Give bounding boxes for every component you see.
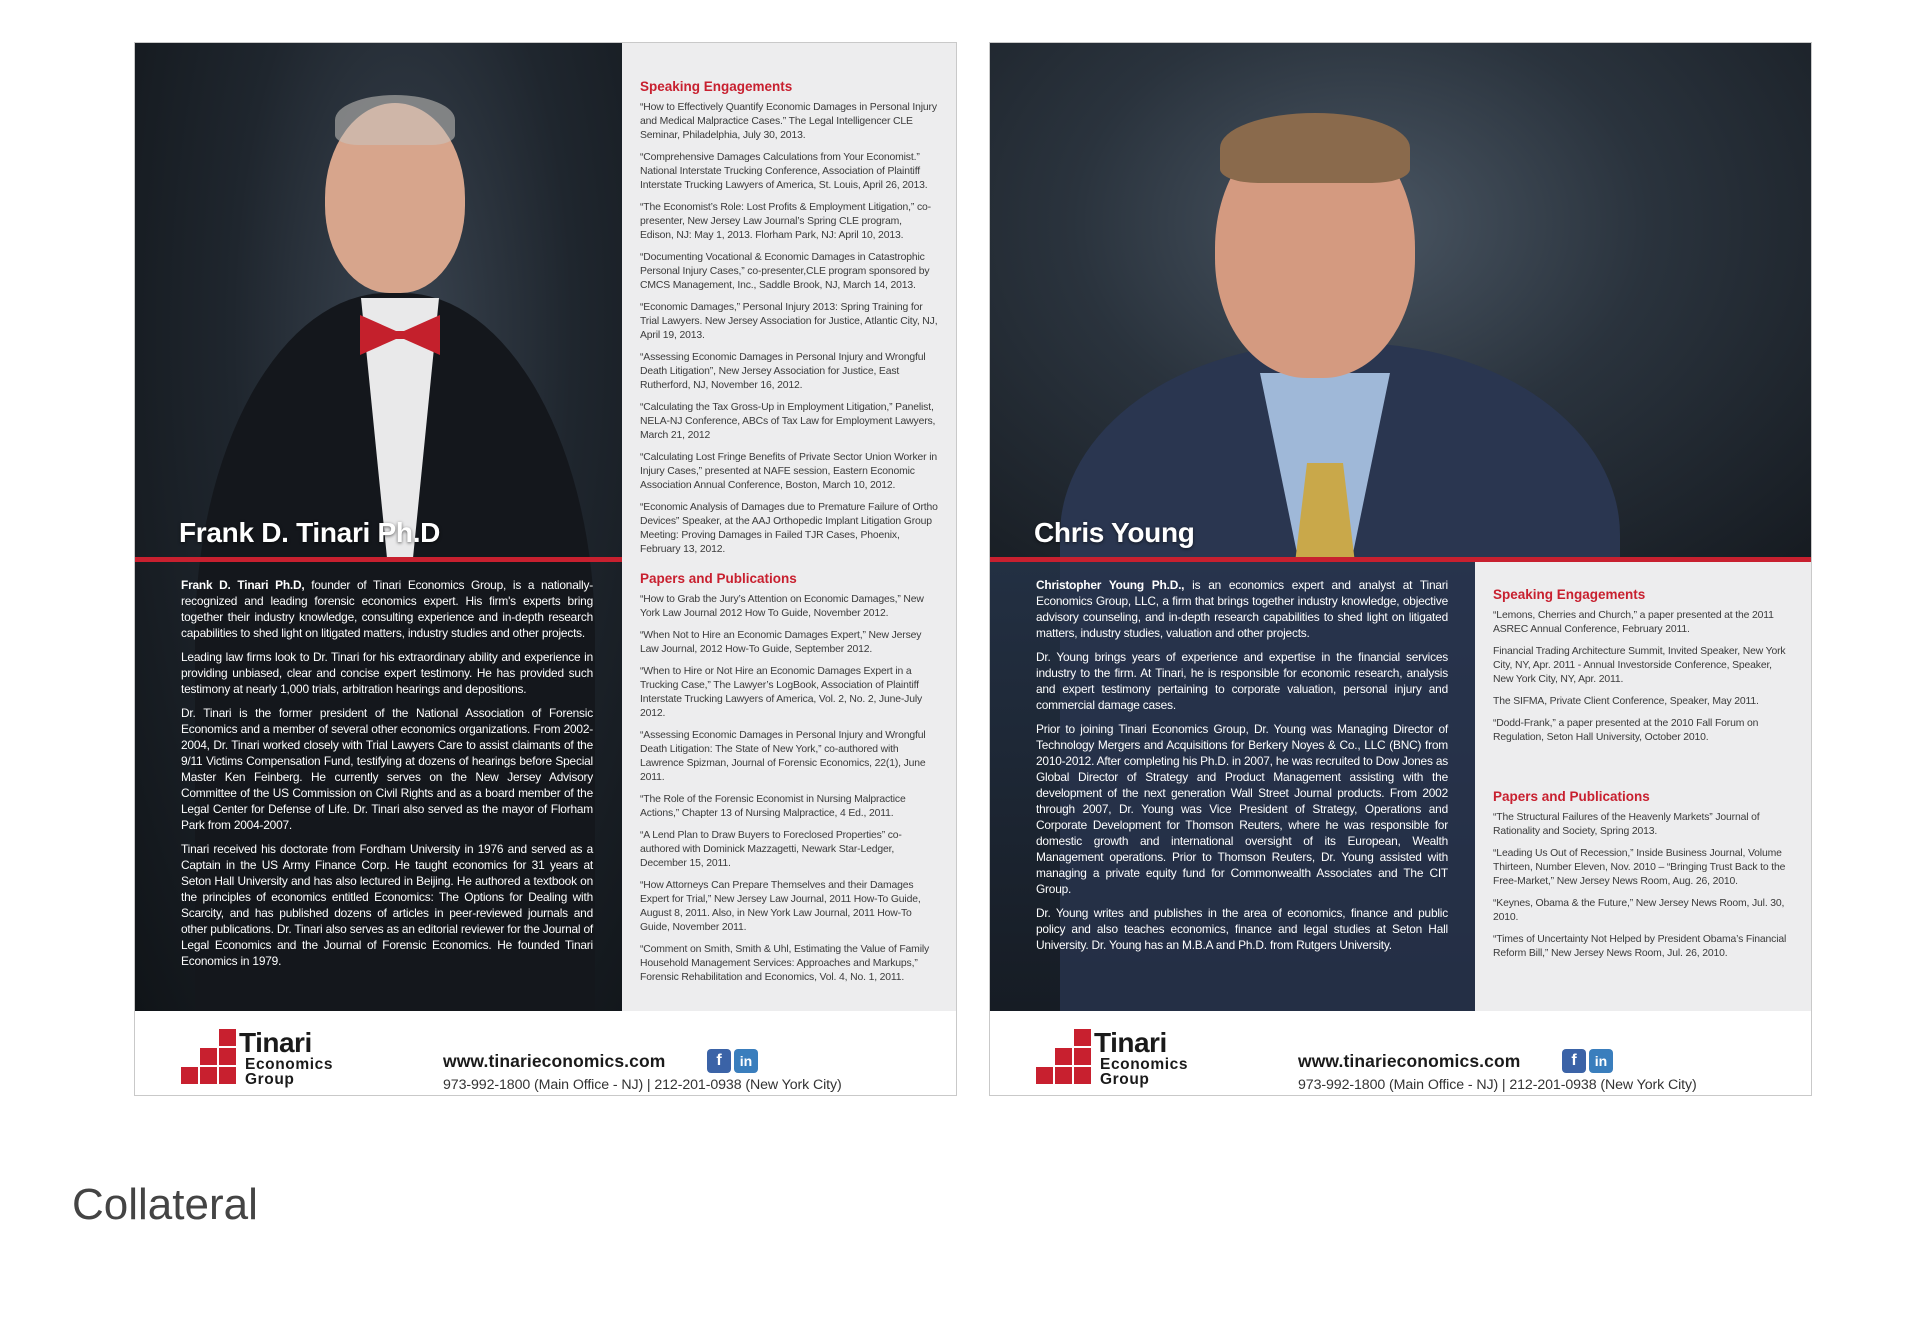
bio-paragraph: Dr. Young brings years of experience and expertise in the financial services industry to the firm. At Tinari, he is responsible for economic research, analysis and expert testimony pertaining to corporate valuation, personal injury and commercial damage cases.: [1036, 650, 1448, 712]
speaking-item: Financial Trading Architecture Summit, Invited Speaker, New York City, NY, Apr. 2011 - Annual Investorside Conference, Speaker, New York City, NY, Apr. 2011.: [1493, 646, 1786, 685]
linkedin-icon[interactable]: in: [734, 1049, 758, 1073]
paper-item: “Times of Uncertainty Not Helped by President Obama’s Financial Reform Bill,” New Jersey News Room, Jul. 26, 2010.: [1493, 934, 1787, 959]
paper-item: “How Attorneys Can Prepare Themselves and their Damages Expert for Trial,” New Jersey Law Journal, 2011 How-To Guide, August 8, 2011. Also, in New York Law Journal, 2011 How-To Guide, November 2011.: [640, 880, 921, 933]
bio-lead-rest: founder of Tinari Economics Group, is a nationally-recognized and leading forensic economics expert. His firm's experts bring together their industry knowledge, consulting experience and in-depth research capabilities to shed light on litigated matters, industry studies and other projects.: [181, 578, 593, 640]
paper-item: “How to Grab the Jury’s Attention on Economic Damages,” New York Law Journal 2012 How To Guide, November 2012.: [640, 594, 924, 619]
bio-lead: Frank D. Tinari Ph.D,: [181, 578, 305, 592]
profile-name: Chris Young: [1034, 517, 1195, 548]
paper-item: “Assessing Economic Damages in Personal Injury and Wrongful Death Litigation: The State of New York,” co-authored with Lawrence Spizman, Journal of Forensic Economics, 22(1), June 2011.: [640, 730, 926, 783]
logo-mark-icon: [1036, 1029, 1092, 1087]
paper-item: “When Not to Hire an Economic Damages Expert,” New Jersey Law Journal, 2012 How-To Guide, September 2012.: [640, 630, 922, 655]
bio-paragraph: Leading law firms look to Dr. Tinari for his extraordinary ability and experience in providing unbiased, clear and concise expert testimony. He has provided such testimony at nearly 1,000 trials, arbitration hearings and depositions.: [181, 650, 593, 696]
speaking-heading: Speaking Engagements: [640, 79, 793, 94]
speaking-item: “Documenting Vocational & Economic Damages in Catastrophic Personal Injury Cases,” co-presenter,CLE program sponsored by CMCS Management, Inc., Saddle Brook, NJ, March 14, 2013.: [640, 252, 930, 291]
sidebar-tinari: [622, 43, 957, 1011]
bio-paragraph: [1036, 577, 1448, 641]
logo-word: Tinari: [239, 1027, 312, 1058]
website-link[interactable]: www.tinarieconomics.com: [1298, 1051, 1521, 1071]
paper-item: “Keynes, Obama & the Future,” New Jersey News Room, Jul. 30, 2010.: [1493, 898, 1785, 923]
logo-line2: Group: [1100, 1071, 1150, 1088]
tinari-logo: [1036, 1029, 1236, 1089]
speaking-item: “Assessing Economic Damages in Personal Injury and Wrongful Death Litigation”, New Jersey Association for Justice, East Rutherford, NJ, November 16, 2012.: [640, 352, 926, 391]
accent-divider: [990, 557, 1812, 562]
profile-name: Frank D. Tinari Ph.D: [179, 517, 441, 548]
bio-paragraph: Dr. Tinari is the former president of the National Association of Forensic Economics and a member of several other economics organizations. From 2002-2004, Dr. Tinari worked closely with Trial Lawyers Care to assist claimants of the 9/11 Victims Compensation Fund, testifying at dozens of hearings before Special Master Ken Feinberg. He currently serves on the New Jersey Advisory Committee of the US Commission on Civil Rights and as a board member of the Legal Center for Defense of Life. Dr. Tinari also served as the mayor of Florham Park from 2004-2007.: [181, 706, 593, 832]
speaking-heading: Speaking Engagements: [1493, 587, 1646, 602]
speaking-list: [1493, 609, 1793, 745]
flyer-footer: [135, 1011, 957, 1096]
papers-heading: Papers and Publications: [640, 571, 797, 586]
papers-heading: Papers and Publications: [1493, 789, 1650, 804]
logo-mark-icon: [181, 1029, 237, 1087]
speaking-item: “Economic Analysis of Damages due to Premature Failure of Ortho Devices” Speaker, at the AAJ Orthopedic Implant Litigation Group Meeting: Proving Damages in Failed TJR Cases, Phoenix, February 13, 2012.: [640, 502, 938, 555]
speaking-item: The SIFMA, Private Client Conference, Speaker, May 2011.: [1493, 696, 1759, 707]
phone-numbers: 973-992-1800 (Main Office - NJ) | 212-201-0938 (New York City): [443, 1077, 842, 1093]
portrait-figure: [990, 43, 1812, 559]
profile-bio: [1036, 577, 1448, 961]
portrait-photo-young: [990, 43, 1812, 559]
flyer-young: [989, 42, 1812, 1096]
speaking-item: “The Economist’s Role: Lost Profits & Employment Litigation,” co-presenter, New Jersey Law Journal’s Spring CLE program, Edison, NJ: May 1, 2013. Florham Park, NJ: April 10, 2013.: [640, 202, 931, 241]
papers-list: [1493, 811, 1793, 961]
logo-line2: Group: [245, 1071, 295, 1088]
sidebar-young: [1475, 559, 1812, 1011]
tinari-logo: [181, 1029, 381, 1089]
phone-numbers: 973-992-1800 (Main Office - NJ) | 212-201-0938 (New York City): [1298, 1077, 1697, 1093]
bio-paragraph: Prior to joining Tinari Economics Group, Dr. Young was Managing Director of Technology Mergers and Acquisitions for Berkery Noyes & Co., LLC (BNC) from 2010-2012. After completing his Ph.D. in 2007, he was recruited to Dow Jones as Global Director of Strategy and Product Management assisting with the development of the next generation Wall Street Journal products. From 2002 through 2007, Dr. Young was Vice President of Strategy, Operations and Corporate Development for Thomson Reuters, where he was responsible for domestic growth and international oversight of its European, Wealth Management operations. Prior to Thomson Reuters, Dr. Young assisted with managing a private equity fund for Commonwealth Associates and The CIT Group.: [1036, 722, 1448, 896]
bio-paragraph: [181, 577, 593, 641]
speaking-item: “Economic Damages,” Personal Injury 2013: Spring Training for Trial Lawyers. New Jersey Association for Justice, Atlantic City, NJ, April 19, 2013.: [640, 302, 938, 341]
profile-bio: [181, 577, 593, 977]
facebook-icon[interactable]: f: [1562, 1049, 1586, 1073]
speaking-list: [640, 101, 938, 557]
bio-lead-rest: is an economics expert and analyst at Tinari Economics Group, LLC, a firm that brings together industry knowledge, objective advisory counseling, and in-depth research capabilities to shed light on litigated matters, industry studies, valuation and other projects.: [1036, 578, 1448, 640]
logo-word: Tinari: [1094, 1027, 1167, 1058]
facebook-icon[interactable]: f: [707, 1049, 731, 1073]
paper-item: “Leading Us Out of Recession,” Inside Business Journal, Volume Thirteen, Number Eleven, Nov. 2010 – “Bringing Trust Back to the Free-Market,” New Jersey News Room, Aug. 26, 2010.: [1493, 848, 1786, 887]
speaking-item: “Calculating the Tax Gross-Up in Employment Litigation,” Panelist, NELA-NJ Conference, ABCs of Tax Law for Employment Lawyers, March 21, 2012: [640, 402, 936, 441]
bio-paragraph: Tinari received his doctorate from Fordham University in 1976 and served as a Captain in the US Army Finance Corp. He taught economics for 31 years at Seton Hall University and has also lectured in Beijing. He authored a textbook on the principles of economics entitled Economics: The Options for Dealing with Scarcity, and has published dozens of articles in peer-reviewed journals and other publications. Dr. Tinari also serves as an editorial reviewer for the Journal of Legal Economics and the Journal of Forensic Economics. He founded Tinari Economics in 1979.: [181, 842, 593, 968]
bio-lead: Christopher Young Ph.D.,: [1036, 578, 1185, 592]
speaking-item: “Dodd-Frank,” a paper presented at the 2010 Fall Forum on Regulation, Seton Hall University, October 2010.: [1493, 718, 1759, 743]
paper-item: “The Structural Failures of the Heavenly Markets” Journal of Rationality and Society, Spring 2013.: [1493, 812, 1760, 837]
website-link[interactable]: www.tinarieconomics.com: [443, 1051, 666, 1071]
speaking-item: “How to Effectively Quantify Economic Damages in Personal Injury and Medical Malpractice Cases.” The Legal Intelligencer CLE Seminar, Philadelphia, July 30, 2013.: [640, 102, 937, 141]
bio-paragraph: Dr. Young writes and publishes in the area of economics, finance and public policy and also teaches economics, finance and legal studies at Seton Hall University. Dr. Young has an M.B.A and Ph.D. from Rutgers University.: [1036, 906, 1448, 952]
paper-item: “When to Hire or Not Hire an Economic Damages Expert in a Trucking Case,” The Lawyer’s LogBook, Association of Plaintiff Interstate Trucking Lawyers of America, Vol. 2, No. 2, June-July 2012.: [640, 666, 923, 719]
accent-divider: [135, 557, 622, 562]
flyer-tinari: [134, 42, 957, 1096]
speaking-item: “Lemons, Cherries and Church,” a paper presented at the 2011 ASREC Annual Conference, February 2011.: [1493, 610, 1774, 635]
papers-list: [640, 593, 938, 985]
paper-item: “Comment on Smith, Smith & Uhl, Estimating the Value of Family Household Management Services: Approaches and Markups,” Forensic Rehabilitation and Economics, Vol. 4, No. 1, 2011.: [640, 944, 930, 983]
logo-line1: Economics: [1100, 1056, 1189, 1073]
speaking-item: “Comprehensive Damages Calculations from Your Economist.” National Interstate Trucking Conference, Association of Plaintiff Interstate Trucking Lawyers of America, St. Louis, April 26, 2013.: [640, 152, 928, 191]
logo-line1: Economics: [245, 1056, 334, 1073]
linkedin-icon[interactable]: in: [1589, 1049, 1613, 1073]
paper-item: “A Lend Plan to Draw Buyers to Foreclosed Properties” co-authored with Dominick Mazzagetti, Newark Star-Ledger, December 15, 2011.: [640, 830, 902, 869]
flyer-footer: [990, 1011, 1812, 1096]
social-icons: [1562, 1049, 1613, 1073]
speaking-item: “Calculating Lost Fringe Benefits of Private Sector Union Worker in Injury Cases,” presented at NAFE session, Eastern Economic Association Annual Conference, Boston, March 10, 2012.: [640, 452, 937, 491]
social-icons: [707, 1049, 758, 1073]
paper-item: “The Role of the Forensic Economist in Nursing Malpractice Actions,” Chapter 13 of Nursing Malpractice, 4 Ed., 2011.: [640, 794, 906, 819]
page-caption: Collateral: [72, 1180, 258, 1229]
